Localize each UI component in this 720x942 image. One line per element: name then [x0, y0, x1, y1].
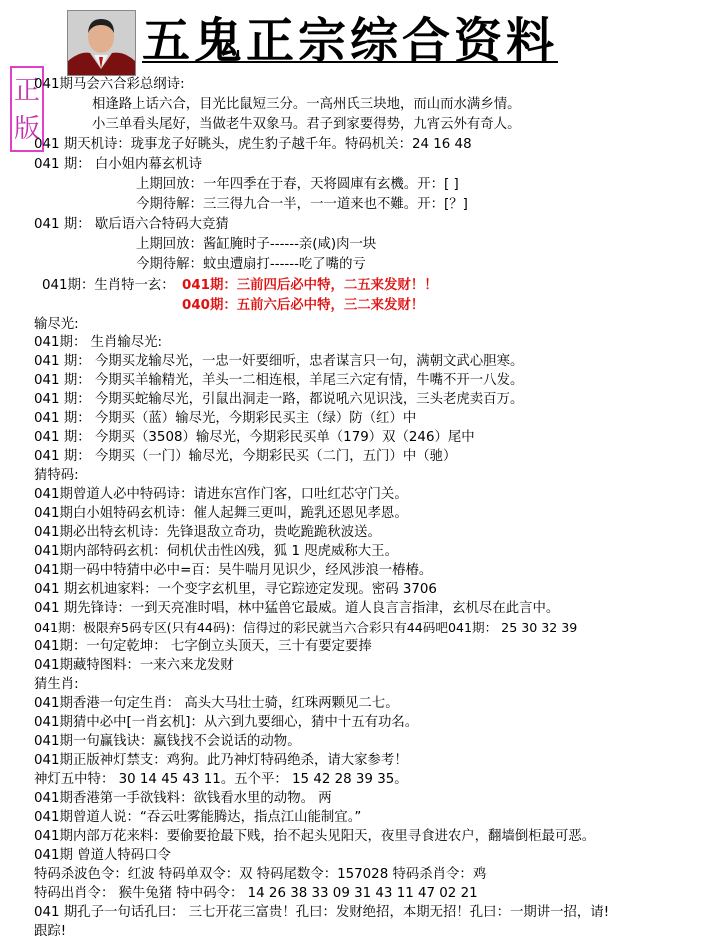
text-line: 相逢路上话六合，目光比鼠短三分。一高州氏三块地，而山而水满乡情。	[92, 97, 521, 112]
page-title: 五鬼正宗综合资料	[142, 13, 559, 69]
text-line: 041期正版神灯禁支：鸡狗。此乃神灯特码绝杀，请大家参考！	[34, 753, 408, 768]
text-line: 041期内部特码玄机：伺机伏击性凶残，狐 1 咫虎威称大王。	[34, 544, 398, 559]
text-line: 041期香港一句定生肖： 高头大马壮士骑，红珠两颗见二七。	[34, 696, 399, 711]
text-line: 041期香港第一手欲钱料：欲钱看水里的动物。 两	[34, 791, 332, 806]
text-line: 特码杀波色令：红波 特码单双令：双 特码尾数令：157028 特码杀肖令：鸡	[34, 867, 487, 882]
highlight-line: 040期：五前六后必中特，三二来发财！	[182, 298, 425, 313]
text-line: 041 期孔子一句话孔曰： 三七开花三富贵！孔曰：发财绝招，本期无招！孔曰：一期讲一招，请!	[34, 905, 610, 920]
text-line: 041期 曾道人特码口令	[34, 848, 171, 863]
section-heading: 输尽光:	[34, 317, 79, 332]
text-line: 041 期： 今期买蛇输尽光，引鼠出洞走一路，都说吼六见识浅，三头老虎卖百万。	[34, 392, 524, 407]
text-line: 神灯五中特： 30 14 45 43 11。五个平： 15 42 28 39 35。	[34, 772, 408, 787]
stamp-char-1: 正	[13, 76, 40, 106]
text-line: 041 期天机诗：珑事龙子好眺头，虎生豹子越千年。特码机关：24 16 48	[34, 137, 472, 152]
text-line: 041期内部万花来料：要偷要抢最下贱，抬不起头见阳天，夜里寻食进农户，翻墙倒柜最可恶。	[34, 829, 596, 844]
text-line: 041期马会六合彩总纲诗:	[34, 77, 185, 92]
text-line: 041 期： 今期买（蓝）输尽光，今期彩民买主（绿）防（红）中	[34, 411, 417, 426]
text-line: 上期回放：酱缸腌时子------亲(咸)肉一块	[136, 237, 377, 252]
text-line: 041期一码中特猜中必中=百：吴牛喘月见识少，经风涉浪一椿椿。	[34, 563, 433, 578]
text-line: 041 期： 今期买龙输尽光，一忠一奸要细听，忠者谋言只一句，满朝文武心胆寒。	[34, 354, 524, 369]
text-line: 041 期： 今期买（3508）输尽光，今期彩民买单（179）双（246）尾中	[34, 430, 475, 445]
highlight-line: 041期：三前四后必中特，二五来发财！！	[182, 278, 438, 293]
text-line: 041 期玄机迪家料：一个变字玄机里，寻它踪迹定发现。密码 3706	[34, 582, 437, 597]
text-line: 今期待解：三三得九合一半，一一道来也不難。开：[？]	[136, 197, 468, 212]
text-line: 041期：生肖特一玄：	[42, 278, 175, 293]
text-line: 小三单看头尾好，当做老牛双象马。君子到家要得势，九宵云外有奇人。	[92, 117, 521, 132]
text-line: 特码出肖令： 猴牛兔猪 特中码令： 14 26 38 33 09 31 43 11 47 02 21	[34, 886, 478, 901]
text-line: 041 期： 今期买羊输精光，羊头一二相连根，羊尾三六定有情，牛嘴不开一八发。	[34, 373, 524, 388]
text-line: 041期： 生肖输尽光:	[34, 335, 163, 350]
section-heading: 猜特码:	[34, 468, 79, 483]
portrait-illustration	[68, 11, 135, 75]
text-line: 041期曾道人说：“吞云吐雾能腾达，指点江山能制宜。”	[34, 810, 362, 825]
text-line: 041期一句赢钱诀：赢钱找不会说话的动物。	[34, 734, 301, 749]
text-line: 041期白小姐特码玄机诗：催人起舞三更叫，跪乳还恩见孝恩。	[34, 506, 408, 521]
text-line: 跟踪!	[34, 924, 67, 939]
text-line: 041 期先锋诗：一到天亮准时唱，林中猛兽它最威。道人良言言指津，玄机尽在此言中。	[34, 601, 560, 616]
header-portrait	[67, 10, 136, 76]
text-line: 041期必出特玄机诗：先锋退敌立奇功，贵屹跪跪秋波送。	[34, 525, 381, 540]
stamp-char-2: 版	[13, 114, 40, 144]
text-line: 041期：极限弃5码专区(只有44码)：信得过的彩民就当六合彩只有44码吧041期： 25 30 32 39	[34, 620, 578, 635]
text-line: 041期曾道人必中特码诗：请进东宫作门客，口吐红芯守门关。	[34, 487, 408, 502]
text-line: 041 期： 歇后语六合特码大竞猜	[34, 217, 229, 232]
text-line: 041期猜中必中[一肖玄机]：从六到九要细心，猜中十五有功名。	[34, 715, 419, 730]
section-heading: 猜生肖:	[34, 677, 79, 692]
text-line: 上期回放：一年四季在于春，天将圆庫有玄機。开：[ ]	[136, 177, 459, 192]
text-line: 041 期： 白小姐内幕玄机诗	[34, 157, 202, 172]
text-line: 041期藏特图料：一来六来龙发财	[34, 658, 234, 673]
text-line: 今期待解：蚊虫遭扇打------吃了嘴的亏	[136, 257, 366, 272]
text-line: 041期：一句定乾坤： 七字倒立头顶天，三十有要定要捧	[34, 639, 372, 654]
text-line: 041 期： 今期买（一门）输尽光，今期彩民买（二门，五门）中（驰）	[34, 449, 457, 464]
